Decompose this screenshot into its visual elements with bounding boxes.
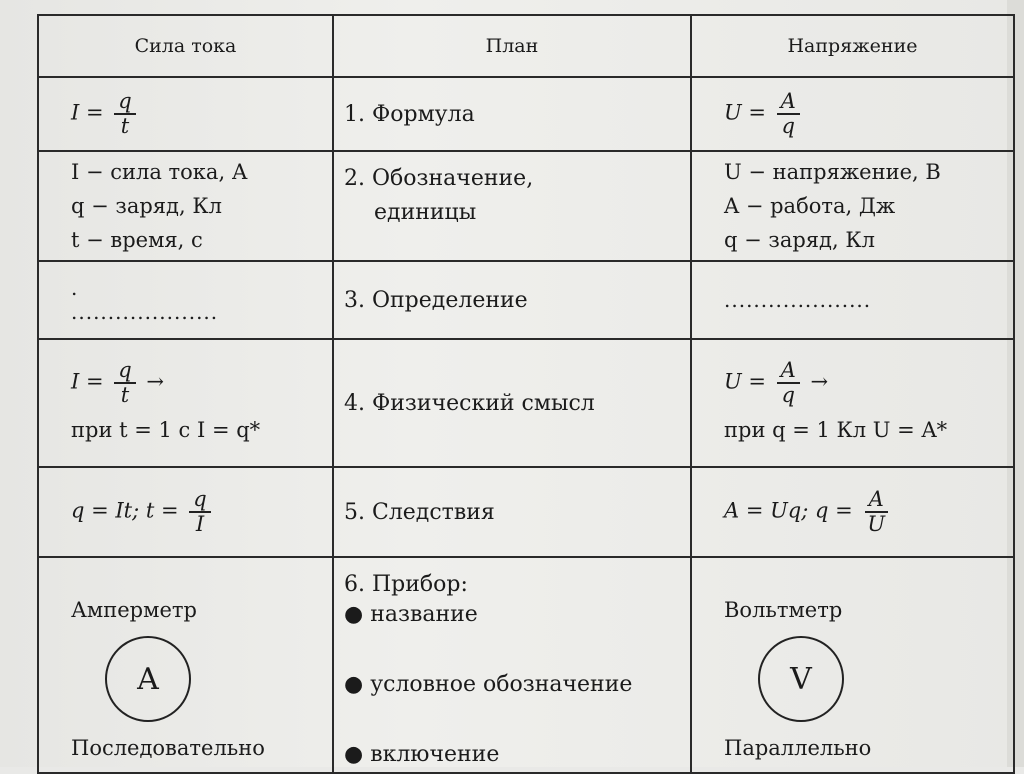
- comparison-table: [37, 14, 1015, 774]
- fraction: [189, 488, 210, 536]
- notation-line: q − заряд, Кл: [71, 194, 222, 218]
- header-current: Сила тока: [38, 15, 333, 77]
- notation-line: t − время, с: [71, 228, 203, 252]
- plan-formula: 1. Формула: [333, 77, 691, 151]
- fraction-denominator: q: [781, 383, 795, 407]
- fraction-numerator: A: [777, 90, 800, 115]
- plan-device-item: ● условное обозначение: [344, 672, 633, 697]
- header-plan: План: [333, 15, 691, 77]
- notation-line: U − напряжение, В: [724, 160, 941, 184]
- notation-line: A − работа, Дж: [724, 194, 896, 218]
- row-physical-meaning: [38, 339, 1014, 467]
- notation-line: I − сила тока, А: [71, 160, 248, 184]
- current-formula: [38, 77, 333, 151]
- meaning-condition: при t = 1 с I = q*: [71, 418, 261, 443]
- blank-dots: ....................: [71, 300, 219, 324]
- fraction: [114, 359, 135, 407]
- plan-device: [333, 557, 691, 773]
- plan-definition: 3. Определение: [333, 261, 691, 339]
- voltage-notation: [691, 151, 1014, 261]
- current-notation: [38, 151, 333, 261]
- row-consequences: [38, 467, 1014, 557]
- device-name: Вольтметр: [724, 598, 843, 622]
- device-connection: Последовательно: [71, 736, 265, 760]
- voltage-device: [691, 557, 1014, 773]
- plan-device-item: ● название: [344, 602, 478, 627]
- formula-lhs: I =: [71, 369, 104, 394]
- row-formula: [38, 77, 1014, 151]
- voltage-meaning: [691, 339, 1014, 467]
- plan-device-title: 6. Прибор:: [344, 572, 468, 597]
- fraction: [777, 90, 800, 138]
- plan-notation-line1: 2. Обозначение,: [344, 166, 534, 191]
- fraction-denominator: I: [195, 512, 205, 536]
- consequence-formula: A = Uq; q =: [724, 498, 853, 523]
- voltage-consequences: [691, 467, 1014, 557]
- fraction-denominator: U: [867, 512, 886, 536]
- voltmeter-symbol-icon: V: [758, 636, 844, 722]
- formula-lhs: U =: [724, 369, 766, 394]
- fraction-numerator: A: [777, 359, 800, 384]
- plan-notation: [333, 151, 691, 261]
- current-meaning: [38, 339, 333, 467]
- fraction-numerator: A: [865, 488, 888, 513]
- plan-notation-line2: единицы: [374, 200, 477, 225]
- fraction: [777, 359, 800, 407]
- row-notation: [38, 151, 1014, 261]
- row-definition: [38, 261, 1014, 339]
- fraction: [114, 90, 135, 138]
- fraction-denominator: t: [120, 383, 130, 407]
- arrow-icon: →: [810, 369, 829, 394]
- row-device: [38, 557, 1014, 773]
- plan-device-item: ● включение: [344, 742, 500, 767]
- fraction-numerator: q: [189, 488, 210, 513]
- ammeter-symbol-icon: A: [105, 636, 191, 722]
- fraction-numerator: q: [114, 90, 135, 115]
- blank-dot: .: [71, 276, 79, 300]
- formula-lhs: I =: [71, 100, 104, 125]
- formula-lhs: U =: [724, 100, 766, 125]
- fraction-numerator: q: [114, 359, 135, 384]
- device-connection: Параллельно: [724, 736, 872, 760]
- header-voltage: Напряжение: [691, 15, 1014, 77]
- fraction: [863, 488, 889, 536]
- voltage-formula: [691, 77, 1014, 151]
- device-name: Амперметр: [71, 598, 197, 622]
- notation-line: q − заряд, Кл: [724, 228, 875, 252]
- meaning-condition: при q = 1 Кл U = A*: [724, 418, 948, 443]
- fraction-denominator: q: [781, 114, 795, 138]
- plan-physical-meaning: 4. Физический смысл: [333, 339, 691, 467]
- current-device: [38, 557, 333, 773]
- header-row: [38, 15, 1014, 77]
- current-definition-blank: [38, 261, 333, 339]
- consequence-formula: q = It; t =: [71, 498, 179, 523]
- plan-consequences: 5. Следствия: [333, 467, 691, 557]
- current-consequences: [38, 467, 333, 557]
- fraction-denominator: t: [120, 114, 130, 138]
- voltage-definition-blank: ....................: [691, 261, 1014, 339]
- arrow-icon: →: [146, 369, 165, 394]
